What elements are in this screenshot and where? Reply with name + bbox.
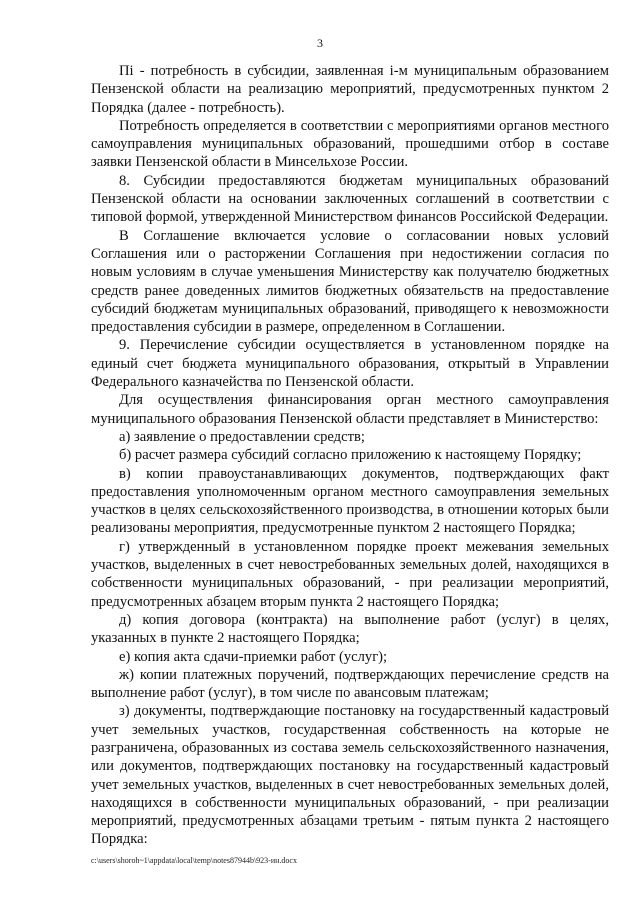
paragraph: Для осуществления финансирования орган местного самоуправления муниципального образования Пензенской области представляет в Министерство: [91,392,609,427]
paragraph: 8. Субсидии предоставляются бюджетам муниципальных образований Пензенской области на основании заключенных соглашений в соответствии с типовой формой, утвержденной Министерством финансов Российской Федерации. [91,172,609,226]
list-item: в) копии правоустанавливающих документов, подтверждающих факт предоставления уполномоченным органом местного самоуправления земельных участков в целях сельскохозяйственного производства, в отношении которых были реализованы мероприятия, предусмотренные пунктом 2 настоящего Порядка; [91,465,609,537]
paragraph: Потребность определяется в соответствии с мероприятиями органов местного самоуправления муниципальных образований, прошедшими отбор в составе заявки Пензенской области в Минсельхозе России. [91,117,609,171]
list-item: д) копия договора (контракта) на выполнение работ (услуг) в целях, указанных в пункте 2 настоящего Порядка; [91,611,609,647]
list-item: е) копия акта сдачи-приемки работ (услуг); [119,648,388,665]
list-item: г) утвержденный в установленном порядке проект межевания земельных участков, выделенных в счет невостребованных земельных долей, находящихся в собственности муниципальных образований, - при реализации мероприятий, предусмотренных абзацем вторым пункта 2 настоящего Порядка; [91,538,609,610]
paragraph: 9. Перечисление субсидии осуществляется в установленном порядке на единый счет бюджета муниципального образования, открытый в Управлении Федерального казначейства по Пензенской области. [91,337,609,391]
file-path-footer: c:\users\shoroh~1\appdata\local\temp\notes87944b\923-ин.docx [91,856,297,865]
list-item: з) документы, подтверждающие постановку на государственный кадастровый учет земельных участков, государственная собственность на которые не разграничена, образованных из состава земель сельскохозяйственного назначения, или документов, подтверждающих постановку на государственный кадастровый учет земельных участков, выделенных в счет невостребованных земельных долей, находящихся в собственности муниципальных образований, - при реализации мероприятий, предусмотренных абзацами третьим - пятым пункта 2 настоящего Порядка: [91,703,609,848]
page-number: 3 [317,36,323,50]
paragraph: В Соглашение включается условие о согласовании новых условий Соглашения или о расторжении Соглашения при недостижении согласия по новым условиям в случае уменьшения Министерству как получателю бюджетных средств ранее доведенных лимитов бюджетных обязательств на предоставление субсидий бюджетам муниципальных образований, приводящего к невозможности предоставления субсидии в размере, определенном в Соглашении. [91,227,609,336]
document-body [91,62,609,849]
list-item: б) расчет размера субсидий согласно приложению к настоящему Порядку; [119,447,582,464]
paragraph: Пi - потребность в субсидии, заявленная i-м муниципальным образованием Пензенской области на реализацию мероприятий, предусмотренных пунктом 2 Порядка (далее - потребность). [91,63,609,116]
list-item: ж) копии платежных поручений, подтверждающих перечисление средств на выполнение работ (услуг), в том числе по авансовым платежам; [91,666,609,702]
list-item: а) заявление о предоставлении средств; [119,428,365,445]
